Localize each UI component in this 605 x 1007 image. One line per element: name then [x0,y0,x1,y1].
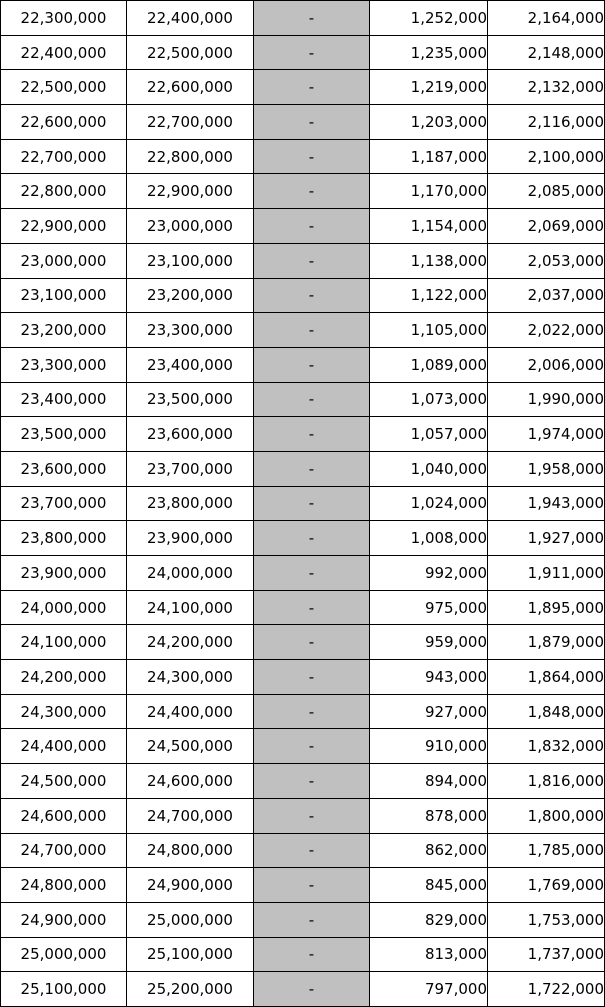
empty-dash-cell: - [254,451,370,486]
table-row [1,833,605,868]
range-from-cell: 22,700,000 [1,139,127,174]
amount-cell-2: 1,974,000 [488,417,605,452]
range-from-cell: 24,500,000 [1,764,127,799]
range-from-cell: 24,000,000 [1,590,127,625]
empty-dash-cell: - [254,590,370,625]
amount-cell-2: 1,722,000 [488,972,605,1007]
amount-cell-1: 992,000 [370,556,488,591]
amount-cell-2: 1,895,000 [488,590,605,625]
range-to-cell: 22,800,000 [127,139,254,174]
range-to-cell: 24,200,000 [127,625,254,660]
range-from-cell: 23,800,000 [1,521,127,556]
range-from-cell: 22,800,000 [1,174,127,209]
table-row [1,382,605,417]
range-from-cell: 23,000,000 [1,243,127,278]
range-to-cell: 23,100,000 [127,243,254,278]
amount-cell-2: 1,785,000 [488,833,605,868]
range-to-cell: 24,500,000 [127,729,254,764]
amount-cell-1: 1,057,000 [370,417,488,452]
table-row [1,278,605,313]
table-row [1,243,605,278]
table-row [1,417,605,452]
range-from-cell: 22,600,000 [1,105,127,140]
range-from-cell: 23,200,000 [1,313,127,348]
amount-cell-2: 1,816,000 [488,764,605,799]
amount-cell-1: 1,105,000 [370,313,488,348]
amount-cell-1: 1,089,000 [370,347,488,382]
range-to-cell: 25,200,000 [127,972,254,1007]
range-from-cell: 25,100,000 [1,972,127,1007]
range-to-cell: 24,800,000 [127,833,254,868]
amount-cell-2: 2,164,000 [488,1,605,36]
table-row [1,139,605,174]
range-from-cell: 24,700,000 [1,833,127,868]
table-row [1,556,605,591]
empty-dash-cell: - [254,486,370,521]
amount-cell-2: 1,832,000 [488,729,605,764]
range-to-cell: 22,600,000 [127,70,254,105]
table-row [1,590,605,625]
amount-cell-1: 1,170,000 [370,174,488,209]
amount-cell-1: 1,203,000 [370,105,488,140]
empty-dash-cell: - [254,902,370,937]
amount-cell-1: 829,000 [370,902,488,937]
empty-dash-cell: - [254,833,370,868]
range-to-cell: 22,900,000 [127,174,254,209]
range-to-cell: 25,100,000 [127,937,254,972]
range-to-cell: 25,000,000 [127,902,254,937]
range-from-cell: 24,800,000 [1,868,127,903]
amount-cell-2: 2,085,000 [488,174,605,209]
amount-cell-2: 1,879,000 [488,625,605,660]
table-row [1,521,605,556]
amount-cell-2: 2,116,000 [488,105,605,140]
amount-cell-2: 1,864,000 [488,660,605,695]
amount-cell-2: 2,132,000 [488,70,605,105]
amount-cell-1: 894,000 [370,764,488,799]
range-from-cell: 24,900,000 [1,902,127,937]
table-row [1,798,605,833]
amount-cell-2: 2,100,000 [488,139,605,174]
empty-dash-cell: - [254,70,370,105]
empty-dash-cell: - [254,1,370,36]
empty-dash-cell: - [254,243,370,278]
amount-cell-1: 862,000 [370,833,488,868]
table-row [1,764,605,799]
table-row [1,1,605,36]
range-to-cell: 24,400,000 [127,694,254,729]
range-from-cell: 23,900,000 [1,556,127,591]
range-to-cell: 24,300,000 [127,660,254,695]
empty-dash-cell: - [254,556,370,591]
empty-dash-cell: - [254,521,370,556]
amount-cell-1: 813,000 [370,937,488,972]
range-from-cell: 23,400,000 [1,382,127,417]
amount-cell-2: 2,006,000 [488,347,605,382]
range-from-cell: 24,100,000 [1,625,127,660]
table-row [1,70,605,105]
range-from-cell: 24,200,000 [1,660,127,695]
range-to-cell: 24,100,000 [127,590,254,625]
empty-dash-cell: - [254,625,370,660]
table-row [1,35,605,70]
amount-cell-1: 975,000 [370,590,488,625]
range-to-cell: 24,700,000 [127,798,254,833]
table-row [1,209,605,244]
amount-cell-2: 1,769,000 [488,868,605,903]
empty-dash-cell: - [254,139,370,174]
amount-cell-1: 959,000 [370,625,488,660]
empty-dash-cell: - [254,764,370,799]
range-to-cell: 24,000,000 [127,556,254,591]
range-to-cell: 23,300,000 [127,313,254,348]
tax-table-body [1,1,605,1007]
empty-dash-cell: - [254,694,370,729]
table-row [1,660,605,695]
amount-cell-2: 1,848,000 [488,694,605,729]
range-from-cell: 23,100,000 [1,278,127,313]
amount-cell-1: 878,000 [370,798,488,833]
table-row [1,902,605,937]
range-from-cell: 24,300,000 [1,694,127,729]
amount-cell-2: 1,990,000 [488,382,605,417]
table-row [1,625,605,660]
amount-cell-1: 1,040,000 [370,451,488,486]
range-to-cell: 24,600,000 [127,764,254,799]
amount-cell-1: 910,000 [370,729,488,764]
amount-cell-1: 1,024,000 [370,486,488,521]
range-to-cell: 23,800,000 [127,486,254,521]
range-to-cell: 23,900,000 [127,521,254,556]
range-from-cell: 22,400,000 [1,35,127,70]
amount-cell-2: 1,737,000 [488,937,605,972]
range-from-cell: 24,600,000 [1,798,127,833]
empty-dash-cell: - [254,798,370,833]
range-from-cell: 24,400,000 [1,729,127,764]
empty-dash-cell: - [254,868,370,903]
empty-dash-cell: - [254,105,370,140]
table-row [1,451,605,486]
amount-cell-1: 1,154,000 [370,209,488,244]
amount-cell-1: 1,252,000 [370,1,488,36]
amount-cell-1: 1,187,000 [370,139,488,174]
amount-cell-2: 2,069,000 [488,209,605,244]
table-row [1,347,605,382]
empty-dash-cell: - [254,660,370,695]
empty-dash-cell: - [254,347,370,382]
amount-cell-1: 797,000 [370,972,488,1007]
range-from-cell: 22,900,000 [1,209,127,244]
amount-cell-2: 2,022,000 [488,313,605,348]
empty-dash-cell: - [254,35,370,70]
range-from-cell: 22,300,000 [1,1,127,36]
amount-cell-1: 845,000 [370,868,488,903]
range-to-cell: 23,200,000 [127,278,254,313]
empty-dash-cell: - [254,417,370,452]
table-row [1,937,605,972]
empty-dash-cell: - [254,209,370,244]
table-row [1,868,605,903]
range-from-cell: 22,500,000 [1,70,127,105]
table-row [1,972,605,1007]
amount-cell-2: 1,958,000 [488,451,605,486]
empty-dash-cell: - [254,174,370,209]
amount-cell-1: 1,219,000 [370,70,488,105]
amount-cell-1: 1,235,000 [370,35,488,70]
range-from-cell: 23,700,000 [1,486,127,521]
range-to-cell: 22,500,000 [127,35,254,70]
range-to-cell: 23,700,000 [127,451,254,486]
amount-cell-2: 1,753,000 [488,902,605,937]
range-from-cell: 25,000,000 [1,937,127,972]
amount-cell-2: 1,927,000 [488,521,605,556]
amount-cell-2: 1,800,000 [488,798,605,833]
range-to-cell: 23,000,000 [127,209,254,244]
table-row [1,105,605,140]
range-to-cell: 23,400,000 [127,347,254,382]
table-row [1,486,605,521]
empty-dash-cell: - [254,278,370,313]
amount-cell-1: 927,000 [370,694,488,729]
range-from-cell: 23,300,000 [1,347,127,382]
range-from-cell: 23,500,000 [1,417,127,452]
empty-dash-cell: - [254,313,370,348]
empty-dash-cell: - [254,729,370,764]
amount-cell-1: 1,008,000 [370,521,488,556]
amount-cell-1: 1,073,000 [370,382,488,417]
amount-cell-2: 2,148,000 [488,35,605,70]
range-to-cell: 24,900,000 [127,868,254,903]
table-row [1,174,605,209]
amount-cell-1: 1,122,000 [370,278,488,313]
amount-cell-2: 2,037,000 [488,278,605,313]
amount-cell-2: 2,053,000 [488,243,605,278]
amount-cell-2: 1,911,000 [488,556,605,591]
table-row [1,729,605,764]
table-row [1,694,605,729]
empty-dash-cell: - [254,937,370,972]
range-to-cell: 22,700,000 [127,105,254,140]
amount-cell-2: 1,943,000 [488,486,605,521]
empty-dash-cell: - [254,382,370,417]
amount-cell-1: 1,138,000 [370,243,488,278]
range-to-cell: 22,400,000 [127,1,254,36]
table-row [1,313,605,348]
range-from-cell: 23,600,000 [1,451,127,486]
range-to-cell: 23,600,000 [127,417,254,452]
amount-cell-1: 943,000 [370,660,488,695]
range-to-cell: 23,500,000 [127,382,254,417]
empty-dash-cell: - [254,972,370,1007]
